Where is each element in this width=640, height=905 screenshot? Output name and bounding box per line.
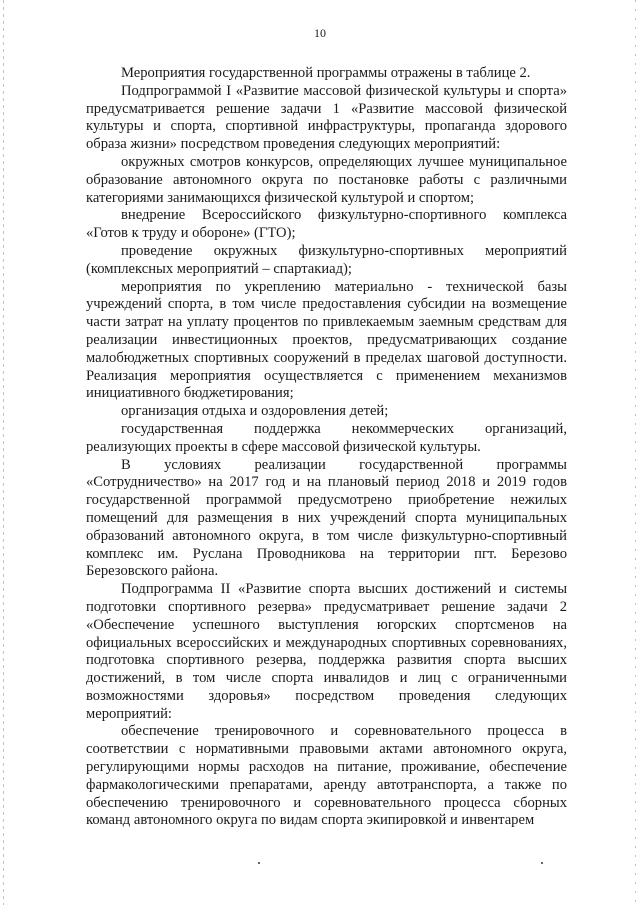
scan-dot [541,862,543,864]
paragraph: окружных смотров конкурсов, определяющих лучшее муниципальное образование автономного округа по постановке работы с различными категориями занимающихся физической культурой и спортом; [86,153,567,206]
paragraph: внедрение Всероссийского физкультурно-спортивного комплекса «Готов к труду и обороне» (ГТО); [86,207,567,242]
paragraph: обеспечение тренировочного и соревновательного процесса в соответствии с нормативными правовыми актами автономного округа, регулирующими нормы расходов на питание, проживание, обеспечение фармакологическими препаратами, аренду автотранспорта, а также по обеспечению тренировочного и соревновательного процесса сборных команд автономного округа по видам спорта экипировкой и инвентарем [86,723,567,829]
paragraph: Подпрограмма II «Развитие спорта высших достижений и системы подготовки спортивного резерва» предусматривает решение задачи 2 «Обеспечение успешного выступления югорских спортсменов на официальных всероссийских и международных спортивных соревнованиях, подготовка спортивного резерва, поддержка развития спорта высших достижений, в том числе спорта инвалидов и лиц с ограниченными возможностями здоровья» посредством проведения следующих мероприятий: [86,581,567,722]
paragraph: организация отдыха и оздоровления детей; [121,403,389,420]
page-number: 10 [314,26,326,40]
paragraph: проведение окружных физкультурно-спортивных мероприятий (комплексных мероприятий – спартакиад); [86,242,567,277]
scan-dot [258,862,260,864]
paragraph: государственная поддержка некоммерческих организаций, реализующих проекты в сфере массовой физической культуры. [86,420,567,455]
paragraph: Мероприятия государственной программы отражены в таблице 2. [121,65,531,81]
paragraph: В условиях реализации государственной программы «Сотрудничество» на 2017 год и на плановый период 2018 и 2019 годов государственной программой предусмотрено приобретение нежилых помещений для размещения в них учреждений спорта муниципальных образований автономного округа, в том числе физкультурно-спортивный комплекс им. Руслана Проводникова на территории пгт. Березово Березовского района. [86,456,567,580]
scan-edge-right [635,0,636,905]
paragraph: мероприятия по укреплению материально - технической базы учреждений спорта, в том числе предоставления субсидии на возмещение части затрат на уплату процентов по привлекаемым заемным средствам для реализации инвестиционных проектов, предусматривающих создание малобюджетных спортивных сооружений в пределах шаговой доступности. Реализация мероприятия осуществляется с применением механизмов инициативного бюджетирования; [86,278,567,402]
scan-edge-left [3,0,4,905]
document-body [86,65,567,830]
paragraph: Подпрограммой I «Развитие массовой физической культуры и спорта» предусматривается решение задачи 1 «Развитие массовой физической культуры и спорта, спортивной инфраструктуры, пропаганда здорового образа жизни» посредством проведения следующих мероприятий: [86,82,567,153]
